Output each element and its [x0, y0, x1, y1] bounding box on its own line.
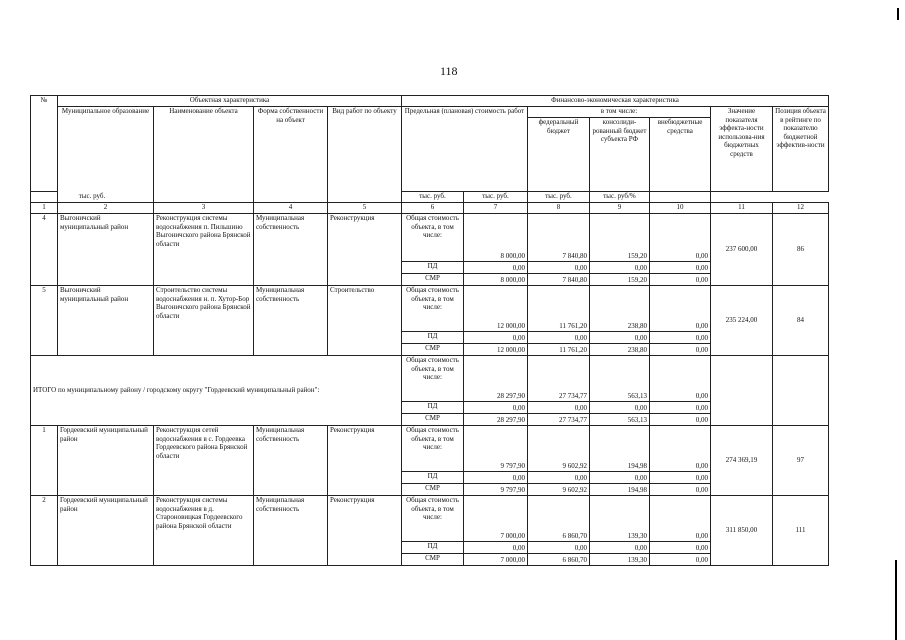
header-indicator: Значение показателя эффекта-ности использова-ния бюджетных средств	[711, 107, 773, 192]
smr-label: СМР	[402, 554, 464, 566]
amount-cell: 0,00	[590, 472, 650, 484]
col-number: 7	[464, 203, 528, 214]
col-number: 3	[154, 203, 254, 214]
amount-cell: 0,00	[650, 472, 711, 484]
amount-cell: 7 840,80	[528, 214, 590, 262]
amount-cell: 0,00	[650, 496, 711, 542]
amount-cell: 11 761,20	[528, 344, 590, 356]
itogo-label: ИТОГО по муниципальному району / городскому округу "Гордеевский муниципальный район":	[31, 356, 402, 426]
amount-cell: 0,00	[650, 344, 711, 356]
col-number: 9	[590, 203, 650, 214]
object-cell: Реконструкция системы водоснабжения п. Пильшино Выгоничского района Брянской области	[154, 214, 254, 286]
position-cell: 111	[773, 496, 829, 566]
table-row	[31, 214, 829, 262]
row-num: 2	[31, 496, 58, 566]
amount-cell: 238,80	[590, 344, 650, 356]
row-num: 5	[31, 286, 58, 356]
indicator-cell: 235 224,00	[711, 286, 773, 356]
amount-cell: 9 797,90	[464, 426, 528, 472]
amount-cell: 0,00	[590, 542, 650, 554]
empty-cell	[773, 356, 829, 426]
indicator-cell: 311 850,00	[711, 496, 773, 566]
row-num: 4	[31, 214, 58, 286]
amount-cell: 194,98	[590, 426, 650, 472]
object-cell: Реконструкция системы водоснабжения в д. Староновицкая Гордеевского района Брянской области	[154, 496, 254, 566]
unit-label: тыс. руб/%	[590, 192, 650, 203]
table-row	[31, 496, 829, 542]
col-number: 8	[528, 203, 590, 214]
pd-label: ПД	[402, 402, 464, 414]
indicator-cell: 274 369,19	[711, 426, 773, 496]
header-consolidated: консолиди-рованный бюджет субъекта РФ	[590, 118, 650, 192]
amount-cell: 0,00	[528, 542, 590, 554]
scan-edge-mark	[895, 560, 897, 640]
amount-cell: 0,00	[650, 484, 711, 496]
header-federal: федеральный бюджет	[528, 118, 590, 192]
header-municipality: Муниципальное образование	[58, 107, 154, 203]
page-number: 118	[440, 64, 458, 78]
header-ownership: Форма собственности на объект	[254, 107, 328, 203]
unit-label: тыс. руб.	[528, 192, 590, 203]
amount-cell: 139,30	[590, 554, 650, 566]
table-row	[31, 426, 829, 472]
amount-cell: 8 000,00	[464, 214, 528, 262]
amount-cell: 0,00	[650, 356, 711, 402]
amount-cell: 8 000,00	[464, 274, 528, 286]
unit-label: тыс. руб.	[31, 192, 154, 203]
amount-cell: 0,00	[650, 402, 711, 414]
empty-cell	[650, 192, 711, 203]
smr-label: СМР	[402, 414, 464, 426]
amount-cell: 0,00	[650, 274, 711, 286]
work-type-cell: Реконструкция	[328, 426, 402, 496]
total-cost-label: Общая стоимость объекта, в том числе:	[402, 214, 464, 262]
ownership-cell: Муниципальная собственность	[254, 286, 328, 356]
header-fin-char: Финансово-экономическая характеристика	[402, 96, 829, 107]
col-number: 10	[650, 203, 711, 214]
header-position: Позиция объекта в рейтинге по показателю бюджетной эффектив-ности	[773, 107, 829, 192]
header-object-name: Наименование объекта	[154, 107, 254, 203]
pd-label: ПД	[402, 542, 464, 554]
amount-cell: 563,13	[590, 356, 650, 402]
total-cost-label: Общая стоимость объекта, в том числе:	[402, 286, 464, 332]
col-number: 12	[773, 203, 829, 214]
col-number: 11	[711, 203, 773, 214]
position-cell: 84	[773, 286, 829, 356]
amount-cell: 0,00	[650, 332, 711, 344]
amount-cell: 159,20	[590, 214, 650, 262]
header-limit-cost: Предельная (плановая) стоимость работ	[402, 107, 528, 192]
amount-cell: 0,00	[650, 426, 711, 472]
amount-cell: 11 761,20	[528, 286, 590, 332]
header-work-type: Вид работ по объекту	[328, 107, 402, 203]
amount-cell: 0,00	[464, 542, 528, 554]
amount-cell: 27 734,77	[528, 414, 590, 426]
pd-label: ПД	[402, 472, 464, 484]
municipality-cell: Гордеевский муниципальный район	[58, 496, 154, 566]
table-row	[31, 286, 829, 332]
smr-label: СМР	[402, 274, 464, 286]
work-type-cell: Реконструкция	[328, 496, 402, 566]
amount-cell: 28 297,90	[464, 414, 528, 426]
header-object-char: Объектная характеристика	[58, 96, 402, 107]
ownership-cell: Муниципальная собственность	[254, 214, 328, 286]
position-cell: 86	[773, 214, 829, 286]
smr-label: СМР	[402, 344, 464, 356]
amount-cell: 0,00	[650, 542, 711, 554]
total-cost-label: Общая стоимость объекта, в том числе:	[402, 356, 464, 402]
amount-cell: 563,13	[590, 414, 650, 426]
work-type-cell: Строительство	[328, 286, 402, 356]
amount-cell: 7 840,80	[528, 274, 590, 286]
amount-cell: 0,00	[464, 472, 528, 484]
amount-cell: 27 734,77	[528, 356, 590, 402]
ownership-cell: Муниципальная собственность	[254, 496, 328, 566]
amount-cell: 0,00	[650, 286, 711, 332]
pd-label: ПД	[402, 332, 464, 344]
col-number: 5	[328, 203, 402, 214]
header-num: №	[31, 96, 58, 192]
col-number: 6	[402, 203, 464, 214]
amount-cell: 6 860,70	[528, 554, 590, 566]
empty-cell	[711, 356, 773, 426]
amount-cell: 9 797,90	[464, 484, 528, 496]
amount-cell: 0,00	[650, 262, 711, 274]
unit-label: тыс. руб.	[464, 192, 528, 203]
municipality-cell: Выгоничский муниципальный район	[58, 214, 154, 286]
amount-cell: 0,00	[650, 214, 711, 262]
amount-cell: 0,00	[528, 472, 590, 484]
amount-cell: 7 000,00	[464, 554, 528, 566]
amount-cell: 0,00	[464, 262, 528, 274]
work-type-cell: Реконструкция	[328, 214, 402, 286]
col-number: 2	[58, 203, 154, 214]
amount-cell: 139,30	[590, 496, 650, 542]
smr-label: СМР	[402, 484, 464, 496]
itogo-row	[31, 356, 829, 402]
amount-cell: 0,00	[590, 262, 650, 274]
amount-cell: 0,00	[590, 402, 650, 414]
unit-label: тыс. руб.	[402, 192, 464, 203]
amount-cell: 7 000,00	[464, 496, 528, 542]
amount-cell: 0,00	[650, 554, 711, 566]
col-number: 4	[254, 203, 328, 214]
amount-cell: 12 000,00	[464, 344, 528, 356]
amount-cell: 28 297,90	[464, 356, 528, 402]
column-numbers-row	[31, 203, 829, 214]
row-num: 1	[31, 426, 58, 496]
amount-cell: 238,80	[590, 286, 650, 332]
amount-cell: 0,00	[464, 332, 528, 344]
amount-cell: 0,00	[528, 402, 590, 414]
amount-cell: 12 000,00	[464, 286, 528, 332]
total-cost-label: Общая стоимость объекта, в том числе:	[402, 496, 464, 542]
position-cell: 97	[773, 426, 829, 496]
header-extrabudget: внебюджетные средства	[650, 118, 711, 192]
pd-label: ПД	[402, 262, 464, 274]
amount-cell: 159,20	[590, 274, 650, 286]
amount-cell: 9 602,92	[528, 426, 590, 472]
amount-cell: 0,00	[650, 414, 711, 426]
col-number: 1	[31, 203, 58, 214]
header-incl: в том числе:	[528, 107, 711, 118]
scan-edge-mark	[897, 8, 899, 20]
object-cell: Реконструкция сетей водоснабжения в с. Гордеевка Гордеевского района Брянской области	[154, 426, 254, 496]
amount-cell: 9 602,92	[528, 484, 590, 496]
total-cost-label: Общая стоимость объекта, в том числе:	[402, 426, 464, 472]
amount-cell: 0,00	[528, 332, 590, 344]
amount-cell: 0,00	[528, 262, 590, 274]
amount-cell: 6 860,70	[528, 496, 590, 542]
ownership-cell: Муниципальная собственность	[254, 426, 328, 496]
amount-cell: 194,98	[590, 484, 650, 496]
investment-table	[30, 95, 829, 566]
object-cell: Строительство системы водоснабжения н. п. Хутор-Бор Выгоничского района Брянской области	[154, 286, 254, 356]
municipality-cell: Выгоничский муниципальный район	[58, 286, 154, 356]
amount-cell: 0,00	[464, 402, 528, 414]
municipality-cell: Гордеевский муниципальный район	[58, 426, 154, 496]
indicator-cell: 237 600,00	[711, 214, 773, 286]
amount-cell: 0,00	[590, 332, 650, 344]
